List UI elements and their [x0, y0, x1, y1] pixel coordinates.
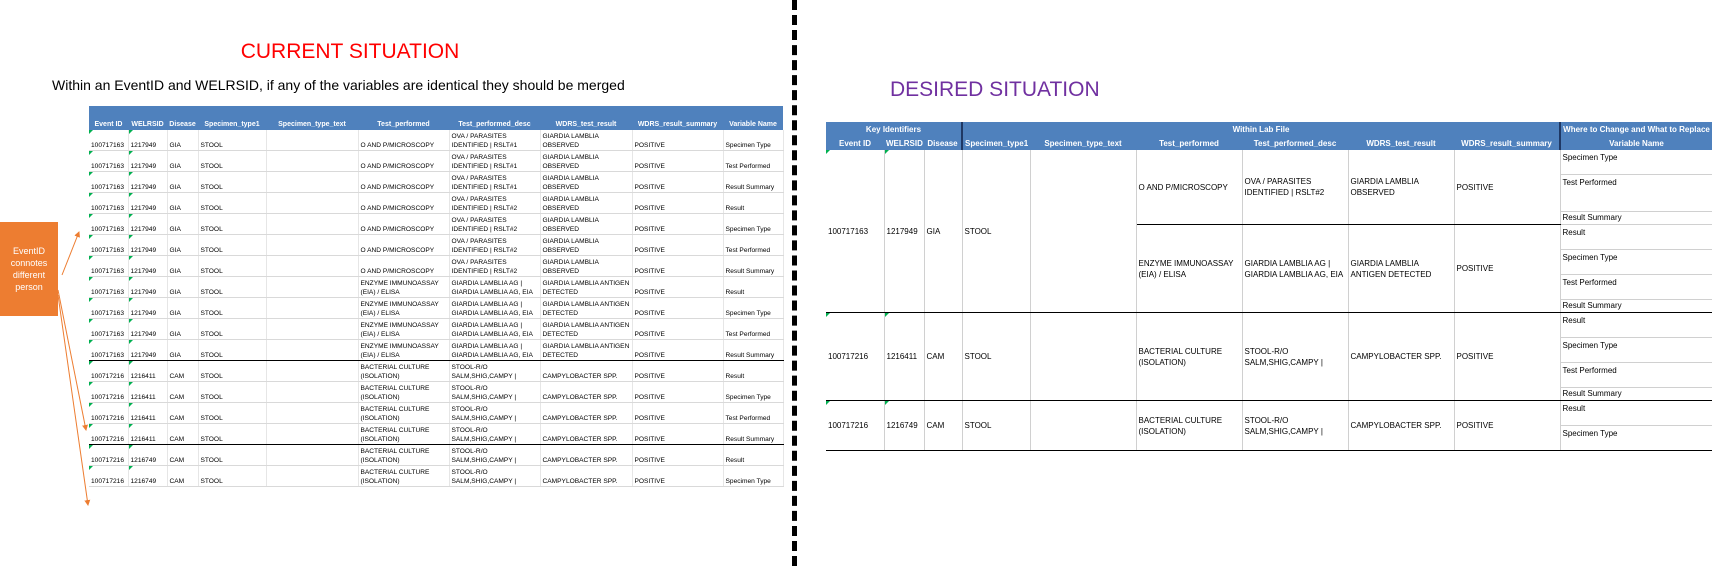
current-cell-result: CAMPYLOBACTER SPP. — [540, 403, 632, 424]
current-cell-disease: CAM — [167, 382, 198, 403]
current-cell-test-performed: ENZYME IMMUNOASSAY (EIA) / ELISA — [358, 277, 449, 298]
current-cell-result: GIARDIA LAMBLIA OBSERVED — [540, 256, 632, 277]
desired-variable-name: Result Summary — [1560, 212, 1712, 225]
current-cell-spec1: STOOL — [198, 256, 266, 277]
desired-variable-name: Result — [1560, 401, 1712, 426]
current-col-header: WDRS_test_result — [540, 106, 632, 130]
desired-col-header: Specimen_type_text — [1030, 136, 1136, 150]
desired-result-summary: POSITIVE — [1454, 313, 1560, 401]
current-cell-summary: POSITIVE — [632, 445, 723, 466]
current-cell-event-id: 100717163 — [89, 235, 128, 256]
current-cell-result: CAMPYLOBACTER SPP. — [540, 445, 632, 466]
desired-variable-name: Specimen Type — [1560, 426, 1712, 451]
desired-welrsid: 1216411 — [884, 313, 924, 401]
current-cell-disease: GIA — [167, 193, 198, 214]
current-cell-summary: POSITIVE — [632, 424, 723, 445]
current-cell-summary: POSITIVE — [632, 130, 723, 151]
group-where-to-change: Where to Change and What to Replace — [1560, 122, 1712, 136]
desired-test-performed: BACTERIAL CULTURE (ISOLATION) — [1136, 313, 1242, 401]
current-cell-spec-text — [266, 382, 358, 403]
current-cell-result: CAMPYLOBACTER SPP. — [540, 361, 632, 382]
current-cell-disease: GIA — [167, 235, 198, 256]
current-cell-event-id: 100717163 — [89, 298, 128, 319]
current-cell-test-desc: GIARDIA LAMBLIA AG | GIARDIA LAMBLIA AG, EIA — [449, 340, 540, 361]
current-cell-welrsid: 1217949 — [128, 151, 167, 172]
current-cell-summary: POSITIVE — [632, 382, 723, 403]
current-cell-test-performed: O AND P/MICROSCOPY — [358, 256, 449, 277]
current-cell-spec-text — [266, 424, 358, 445]
current-cell-welrsid: 1217949 — [128, 340, 167, 361]
current-cell-welrsid: 1217949 — [128, 319, 167, 340]
current-cell-spec-text — [266, 298, 358, 319]
current-cell-test-desc: STOOL-R/O SALM,SHIG,CAMPY | — [449, 445, 540, 466]
current-cell-event-id: 100717163 — [89, 256, 128, 277]
current-cell-welrsid: 1217949 — [128, 298, 167, 319]
current-cell-event-id: 100717216 — [89, 466, 128, 487]
current-cell-spec1: STOOL — [198, 424, 266, 445]
desired-situation-title: DESIRED SITUATION — [890, 78, 1100, 101]
current-cell-test-desc: STOOL-R/O SALM,SHIG,CAMPY | — [449, 361, 540, 382]
current-table-row — [89, 424, 783, 445]
current-cell-test-desc: OVA / PARASITES IDENTIFIED | RSLT#1 — [449, 151, 540, 172]
current-cell-spec-text — [266, 466, 358, 487]
desired-variable-name: Specimen Type — [1560, 250, 1712, 275]
current-cell-disease: GIA — [167, 340, 198, 361]
current-cell-variable: Specimen Type — [723, 298, 783, 319]
desired-welrsid: 1216749 — [884, 401, 924, 451]
current-cell-spec1: STOOL — [198, 340, 266, 361]
current-cell-test-desc: STOOL-R/O SALM,SHIG,CAMPY | — [449, 466, 540, 487]
desired-result-summary: POSITIVE — [1454, 150, 1560, 225]
arrow-to-row-12 — [58, 290, 86, 430]
current-cell-test-performed: ENZYME IMMUNOASSAY (EIA) / ELISA — [358, 298, 449, 319]
current-cell-event-id: 100717216 — [89, 445, 128, 466]
current-cell-result: GIARDIA LAMBLIA OBSERVED — [540, 235, 632, 256]
desired-variable-name: Test Performed — [1560, 275, 1712, 300]
current-cell-test-desc: STOOL-R/O SALM,SHIG,CAMPY | — [449, 403, 540, 424]
current-table-row — [89, 172, 783, 193]
current-table-row — [89, 340, 783, 361]
current-cell-test-performed: BACTERIAL CULTURE (ISOLATION) — [358, 445, 449, 466]
current-cell-variable: Result Summary — [723, 340, 783, 361]
current-cell-variable: Specimen Type — [723, 382, 783, 403]
current-col-header: WDRS_result_summary — [632, 106, 723, 130]
desired-variable-name: Result Summary — [1560, 300, 1712, 313]
current-cell-event-id: 100717163 — [89, 340, 128, 361]
current-cell-test-desc: OVA / PARASITES IDENTIFIED | RSLT#2 — [449, 256, 540, 277]
current-cell-result: CAMPYLOBACTER SPP. — [540, 424, 632, 445]
current-cell-summary: POSITIVE — [632, 151, 723, 172]
desired-col-header: WDRS_test_result — [1348, 136, 1454, 150]
current-cell-event-id: 100717163 — [89, 172, 128, 193]
current-cell-welrsid: 1216411 — [128, 361, 167, 382]
current-cell-test-desc: OVA / PARASITES IDENTIFIED | RSLT#2 — [449, 193, 540, 214]
desired-disease: CAM — [924, 313, 962, 401]
arrow-to-row-16 — [58, 295, 88, 505]
group-within-lab-file: Within Lab File — [962, 122, 1560, 136]
merge-instruction-text: Within an EventID and WELRSID, if any of the variables are identical they should be merged — [52, 77, 625, 93]
desired-col-header: Disease — [924, 136, 962, 150]
desired-variable-name: Test Performed — [1560, 175, 1712, 212]
desired-result-summary: POSITIVE — [1454, 225, 1560, 313]
current-cell-spec1: STOOL — [198, 445, 266, 466]
current-cell-summary: POSITIVE — [632, 214, 723, 235]
desired-specimen-type1: STOOL — [962, 313, 1030, 401]
current-cell-disease: CAM — [167, 424, 198, 445]
current-cell-event-id: 100717216 — [89, 361, 128, 382]
current-cell-summary: POSITIVE — [632, 340, 723, 361]
current-cell-welrsid: 1216411 — [128, 382, 167, 403]
current-cell-variable: Result — [723, 277, 783, 298]
current-cell-spec1: STOOL — [198, 151, 266, 172]
current-cell-spec1: STOOL — [198, 214, 266, 235]
current-cell-spec-text — [266, 319, 358, 340]
current-cell-disease: CAM — [167, 445, 198, 466]
current-cell-summary: POSITIVE — [632, 298, 723, 319]
current-table-row — [89, 466, 783, 487]
current-cell-variable: Result Summary — [723, 256, 783, 277]
current-cell-disease: CAM — [167, 361, 198, 382]
current-cell-event-id: 100717163 — [89, 130, 128, 151]
current-cell-variable: Result Summary — [723, 172, 783, 193]
current-cell-test-performed: BACTERIAL CULTURE (ISOLATION) — [358, 382, 449, 403]
current-cell-disease: GIA — [167, 214, 198, 235]
desired-test-performed: BACTERIAL CULTURE (ISOLATION) — [1136, 401, 1242, 451]
desired-test-result: GIARDIA LAMBLIA ANTIGEN DETECTED — [1348, 225, 1454, 313]
desired-test-performed: O AND P/MICROSCOPY — [1136, 150, 1242, 225]
current-cell-spec1: STOOL — [198, 172, 266, 193]
current-cell-welrsid: 1216749 — [128, 466, 167, 487]
current-cell-summary: POSITIVE — [632, 256, 723, 277]
current-header-row — [89, 106, 783, 130]
current-cell-disease: CAM — [167, 403, 198, 424]
current-cell-welrsid: 1216411 — [128, 424, 167, 445]
current-cell-test-performed: O AND P/MICROSCOPY — [358, 151, 449, 172]
current-cell-spec-text — [266, 256, 358, 277]
current-cell-test-performed: ENZYME IMMUNOASSAY (EIA) / ELISA — [358, 340, 449, 361]
current-cell-result: GIARDIA LAMBLIA ANTIGEN DETECTED — [540, 277, 632, 298]
callout-text: EventID connotes different person — [10, 246, 48, 292]
current-cell-disease: GIA — [167, 319, 198, 340]
desired-welrsid: 1217949 — [884, 150, 924, 313]
current-cell-event-id: 100717216 — [89, 424, 128, 445]
current-cell-test-desc: STOOL-R/O SALM,SHIG,CAMPY | — [449, 424, 540, 445]
current-cell-test-desc: OVA / PARASITES IDENTIFIED | RSLT#1 — [449, 172, 540, 193]
current-cell-summary: POSITIVE — [632, 361, 723, 382]
current-cell-disease: CAM — [167, 466, 198, 487]
current-cell-test-performed: BACTERIAL CULTURE (ISOLATION) — [358, 361, 449, 382]
current-table-row — [89, 277, 783, 298]
current-table-row — [89, 151, 783, 172]
current-cell-summary: POSITIVE — [632, 193, 723, 214]
desired-test-desc: STOOL-R/O SALM,SHIG,CAMPY | — [1242, 401, 1348, 451]
current-cell-test-desc: STOOL-R/O SALM,SHIG,CAMPY | — [449, 382, 540, 403]
current-cell-variable: Result — [723, 445, 783, 466]
current-cell-result: GIARDIA LAMBLIA ANTIGEN DETECTED — [540, 298, 632, 319]
current-cell-spec-text — [266, 193, 358, 214]
current-cell-event-id: 100717216 — [89, 382, 128, 403]
desired-event-id: 100717216 — [826, 313, 884, 401]
desired-variable-name: Specimen Type — [1560, 338, 1712, 363]
current-cell-event-id: 100717163 — [89, 319, 128, 340]
current-cell-test-performed: ENZYME IMMUNOASSAY (EIA) / ELISA — [358, 319, 449, 340]
desired-col-header: Event ID — [826, 136, 884, 150]
current-col-header: Specimen_type1 — [198, 106, 266, 130]
current-table-row — [89, 361, 783, 382]
desired-test-result: GIARDIA LAMBLIA OBSERVED — [1348, 150, 1454, 225]
current-cell-result: GIARDIA LAMBLIA ANTIGEN DETECTED — [540, 319, 632, 340]
current-cell-event-id: 100717216 — [89, 403, 128, 424]
current-cell-welrsid: 1217949 — [128, 172, 167, 193]
current-cell-test-performed: O AND P/MICROSCOPY — [358, 130, 449, 151]
current-table-row — [89, 298, 783, 319]
current-table-row — [89, 193, 783, 214]
current-cell-test-performed: BACTERIAL CULTURE (ISOLATION) — [358, 403, 449, 424]
desired-table-row — [826, 401, 1712, 426]
current-cell-spec-text — [266, 361, 358, 382]
desired-col-header: Variable Name — [1560, 136, 1712, 150]
current-col-header: Test_performed_desc — [449, 106, 540, 130]
desired-event-id: 100717163 — [826, 150, 884, 313]
current-cell-result: CAMPYLOBACTER SPP. — [540, 382, 632, 403]
desired-specimen-type1: STOOL — [962, 401, 1030, 451]
desired-col-header: WDRS_result_summary — [1454, 136, 1560, 150]
desired-test-desc: STOOL-R/O SALM,SHIG,CAMPY | — [1242, 313, 1348, 401]
current-cell-event-id: 100717163 — [89, 214, 128, 235]
current-cell-test-performed: O AND P/MICROSCOPY — [358, 172, 449, 193]
current-table-row — [89, 445, 783, 466]
current-cell-summary: POSITIVE — [632, 277, 723, 298]
desired-test-result: CAMPYLOBACTER SPP. — [1348, 401, 1454, 451]
current-table-row — [89, 235, 783, 256]
current-cell-spec1: STOOL — [198, 298, 266, 319]
current-cell-welrsid: 1217949 — [128, 277, 167, 298]
current-cell-spec1: STOOL — [198, 277, 266, 298]
current-cell-summary: POSITIVE — [632, 319, 723, 340]
current-cell-test-desc: GIARDIA LAMBLIA AG | GIARDIA LAMBLIA AG, EIA — [449, 319, 540, 340]
current-cell-disease: GIA — [167, 172, 198, 193]
current-cell-summary: POSITIVE — [632, 403, 723, 424]
desired-specimen-type-text — [1030, 401, 1136, 451]
desired-test-desc: GIARDIA LAMBLIA AG | GIARDIA LAMBLIA AG, EIA — [1242, 225, 1348, 313]
current-cell-variable: Result — [723, 361, 783, 382]
current-cell-test-desc: OVA / PARASITES IDENTIFIED | RSLT#2 — [449, 214, 540, 235]
arrow-to-row-1 — [62, 232, 79, 275]
current-col-header: Specimen_type_text — [266, 106, 358, 130]
desired-variable-name: Result — [1560, 225, 1712, 250]
current-table-row — [89, 130, 783, 151]
current-cell-spec-text — [266, 130, 358, 151]
current-cell-welrsid: 1217949 — [128, 235, 167, 256]
desired-group-header-row — [826, 122, 1712, 136]
current-col-header: Variable Name — [723, 106, 783, 130]
current-cell-disease: GIA — [167, 277, 198, 298]
current-cell-variable: Specimen Type — [723, 214, 783, 235]
current-cell-spec1: STOOL — [198, 466, 266, 487]
current-cell-disease: GIA — [167, 256, 198, 277]
desired-variable-name: Result — [1560, 313, 1712, 338]
current-cell-variable: Result — [723, 193, 783, 214]
current-cell-spec-text — [266, 277, 358, 298]
current-cell-variable: Result Summary — [723, 424, 783, 445]
desired-table-row — [826, 150, 1712, 175]
desired-table — [826, 122, 1712, 451]
current-cell-event-id: 100717163 — [89, 277, 128, 298]
current-cell-test-performed: BACTERIAL CULTURE (ISOLATION) — [358, 466, 449, 487]
desired-specimen-type-text — [1030, 313, 1136, 401]
current-cell-welrsid: 1216411 — [128, 403, 167, 424]
current-cell-spec1: STOOL — [198, 193, 266, 214]
current-cell-event-id: 100717163 — [89, 151, 128, 172]
current-cell-variable: Test Performed — [723, 319, 783, 340]
desired-disease: GIA — [924, 150, 962, 313]
current-cell-spec-text — [266, 235, 358, 256]
desired-col-header: Test_performed — [1136, 136, 1242, 150]
current-cell-test-desc: OVA / PARASITES IDENTIFIED | RSLT#1 — [449, 130, 540, 151]
desired-result-summary: POSITIVE — [1454, 401, 1560, 451]
current-cell-test-performed: BACTERIAL CULTURE (ISOLATION) — [358, 424, 449, 445]
current-cell-result: GIARDIA LAMBLIA ANTIGEN DETECTED — [540, 340, 632, 361]
current-cell-spec-text — [266, 445, 358, 466]
current-cell-spec1: STOOL — [198, 403, 266, 424]
current-cell-variable: Specimen Type — [723, 466, 783, 487]
current-cell-spec-text — [266, 151, 358, 172]
current-cell-disease: GIA — [167, 130, 198, 151]
current-cell-result: GIARDIA LAMBLIA OBSERVED — [540, 151, 632, 172]
current-cell-summary: POSITIVE — [632, 466, 723, 487]
desired-test-result: CAMPYLOBACTER SPP. — [1348, 313, 1454, 401]
current-cell-spec1: STOOL — [198, 382, 266, 403]
current-cell-spec-text — [266, 214, 358, 235]
current-cell-event-id: 100717163 — [89, 193, 128, 214]
current-situation-title: CURRENT SITUATION — [240, 40, 460, 63]
desired-variable-name: Specimen Type — [1560, 150, 1712, 175]
current-col-header: WELRSID — [128, 106, 167, 130]
current-cell-welrsid: 1217949 — [128, 130, 167, 151]
current-table-row — [89, 214, 783, 235]
current-cell-summary: POSITIVE — [632, 235, 723, 256]
current-table — [89, 106, 784, 487]
desired-specimen-type1: STOOL — [962, 150, 1030, 313]
current-cell-test-performed: O AND P/MICROSCOPY — [358, 193, 449, 214]
current-col-header: Event ID — [89, 106, 128, 130]
current-table-row — [89, 403, 783, 424]
current-table-row — [89, 256, 783, 277]
current-cell-variable: Test Performed — [723, 403, 783, 424]
current-cell-test-desc: GIARDIA LAMBLIA AG | GIARDIA LAMBLIA AG, EIA — [449, 298, 540, 319]
desired-col-header: Specimen_type1 — [962, 136, 1030, 150]
current-cell-spec-text — [266, 403, 358, 424]
desired-col-header: WELRSID — [884, 136, 924, 150]
desired-disease: CAM — [924, 401, 962, 451]
desired-variable-name: Test Performed — [1560, 363, 1712, 388]
current-cell-spec-text — [266, 172, 358, 193]
current-cell-variable: Test Performed — [723, 151, 783, 172]
current-cell-disease: GIA — [167, 151, 198, 172]
current-cell-result: GIARDIA LAMBLIA OBSERVED — [540, 130, 632, 151]
current-cell-test-performed: O AND P/MICROSCOPY — [358, 235, 449, 256]
desired-table-row — [826, 313, 1712, 338]
current-cell-summary: POSITIVE — [632, 172, 723, 193]
desired-col-header: Test_performed_desc — [1242, 136, 1348, 150]
desired-test-performed: ENZYME IMMUNOASSAY (EIA) / ELISA — [1136, 225, 1242, 313]
current-cell-welrsid: 1216749 — [128, 445, 167, 466]
desired-variable-name: Result Summary — [1560, 388, 1712, 401]
current-cell-test-performed: O AND P/MICROSCOPY — [358, 214, 449, 235]
desired-event-id: 100717216 — [826, 401, 884, 451]
desired-specimen-type-text — [1030, 150, 1136, 313]
section-divider — [792, 0, 797, 566]
current-cell-result: GIARDIA LAMBLIA OBSERVED — [540, 214, 632, 235]
current-table-row — [89, 319, 783, 340]
current-cell-result: GIARDIA LAMBLIA OBSERVED — [540, 172, 632, 193]
desired-header-row — [826, 136, 1712, 150]
current-cell-test-desc: GIARDIA LAMBLIA AG | GIARDIA LAMBLIA AG, EIA — [449, 277, 540, 298]
current-cell-variable: Test Performed — [723, 235, 783, 256]
current-table-row — [89, 382, 783, 403]
current-cell-welrsid: 1217949 — [128, 193, 167, 214]
current-cell-spec1: STOOL — [198, 319, 266, 340]
current-cell-welrsid: 1217949 — [128, 214, 167, 235]
current-col-header: Test_performed — [358, 106, 449, 130]
current-cell-variable: Specimen Type — [723, 130, 783, 151]
current-col-header: Disease — [167, 106, 198, 130]
current-cell-result: GIARDIA LAMBLIA OBSERVED — [540, 193, 632, 214]
desired-test-desc: OVA / PARASITES IDENTIFIED | RSLT#2 — [1242, 150, 1348, 225]
current-cell-test-desc: OVA / PARASITES IDENTIFIED | RSLT#2 — [449, 235, 540, 256]
current-cell-welrsid: 1217949 — [128, 256, 167, 277]
current-cell-result: CAMPYLOBACTER SPP. — [540, 466, 632, 487]
current-cell-spec-text — [266, 340, 358, 361]
current-cell-spec1: STOOL — [198, 361, 266, 382]
current-cell-spec1: STOOL — [198, 235, 266, 256]
group-key-identifiers: Key Identifiers — [826, 122, 962, 136]
current-cell-spec1: STOOL — [198, 130, 266, 151]
current-cell-disease: GIA — [167, 298, 198, 319]
